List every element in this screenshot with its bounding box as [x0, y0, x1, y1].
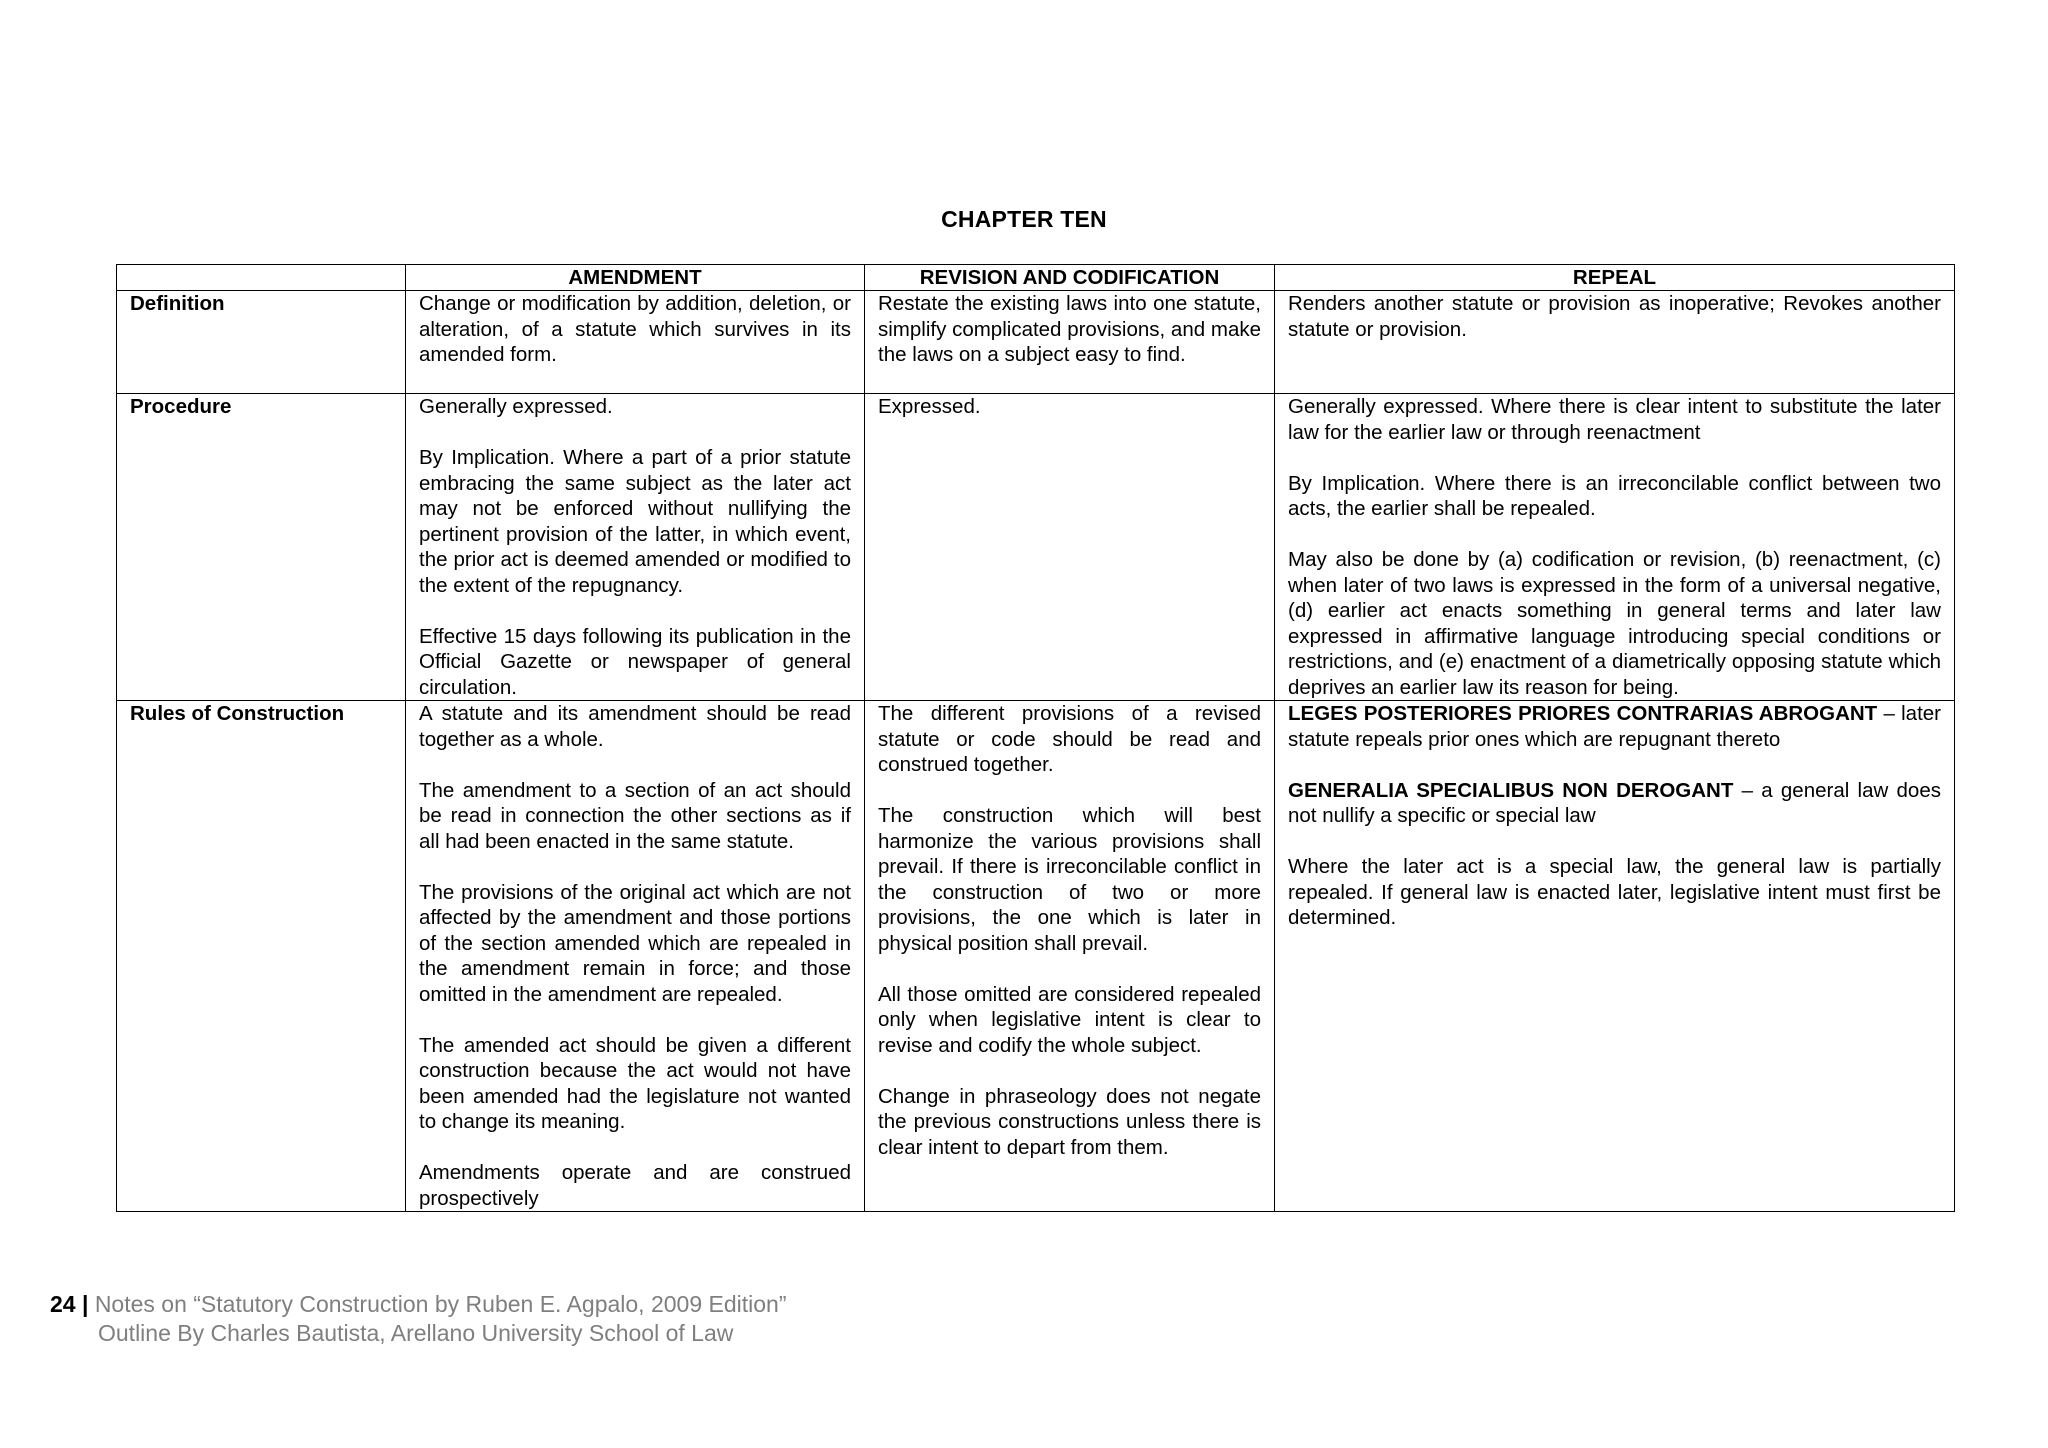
procedure-amendment-p2: By Implication. Where a part of a prior statute embracing the same subject as the later act may not be enforced without nullifying the pertinent provision of the latter, in which event, the prior act is deemed amended or modified to the extent of the repugnancy.: [419, 446, 851, 597]
rules-repeal-p2: [1288, 778, 1941, 829]
rules-revision-p3: All those omitted are considered repealed only when legislative intent is clear to revise and codify the whole subject.: [878, 982, 1261, 1057]
procedure-repeal-cell: [1275, 394, 1955, 701]
rules-revision-p4: Change in phraseology does not negate the previous constructions unless there is clear intent to depart from them.: [878, 1084, 1261, 1159]
rules-amendment-p3: The provisions of the original act which are not affected by the amendment and those portions of the section amended which are repealed in the amendment remain in force; and those omitted in the amendment are repealed.: [419, 880, 851, 1006]
rules-revision-cell: [865, 701, 1275, 1212]
rules-amendment-p2: The amendment to a section of an act should be read in connection the other sections as if all had been enacted in the same statute.: [419, 778, 851, 853]
table-row-rules-of-construction: [117, 701, 1955, 1212]
definition-amendment-cell: [406, 291, 865, 394]
row-label-procedure: Procedure: [117, 394, 406, 701]
row-label-rules-of-construction: Rules of Construction: [117, 701, 406, 1212]
rules-amendment-p4: The amended act should be given a different construction because the act would not have been amended had the legislature not wanted to change its meaning.: [419, 1033, 851, 1133]
definition-amendment-text: Change or modification by addition, deletion, or alteration, of a statute which survives in its amended form.: [419, 292, 851, 366]
maxim-leges-posteriores: LEGES POSTERIORES PRIORES CONTRARIAS ABROGANT: [1288, 702, 1878, 725]
rules-amendment-p5: Amendments operate and are construed prospectively: [419, 1161, 851, 1210]
table-row-definition: [117, 291, 1955, 394]
table-row-procedure: [117, 394, 1955, 701]
procedure-revision-cell: [865, 394, 1275, 701]
page-number: 24 |: [50, 1291, 89, 1317]
header-revision-codification: REVISION AND CODIFICATION: [865, 265, 1275, 291]
procedure-revision-p1: Expressed.: [878, 395, 981, 418]
procedure-repeal-p3: May also be done by (a) codification or revision, (b) reenactment, (c) when later of two laws is expressed in the form of a universal negative, (d) earlier act enacts something in general terms and later law expressed in affirmative language introducing special conditions or restrictions, and (e) enactment of a diametrically opposing statute which deprives an earlier law its reason for being.: [1288, 548, 1941, 699]
header-repeal: REPEAL: [1275, 265, 1955, 291]
comparison-table: [116, 264, 1955, 1212]
definition-revision-text: Restate the existing laws into one statute, simplify complicated provisions, and make the laws on a subject easy to find.: [878, 292, 1261, 366]
maxim-generalia-specialibus-meaning: – a general law does not nullify a specific or special law: [1288, 778, 1941, 827]
header-empty: [117, 265, 406, 291]
footer-line-2: Outline By Charles Bautista, Arellano University School of Law: [98, 1320, 734, 1346]
header-amendment: AMENDMENT: [406, 265, 865, 291]
rules-repeal-cell: [1275, 701, 1955, 1212]
table-header-row: [117, 265, 1955, 291]
procedure-amendment-p3: Effective 15 days following its publication in the Official Gazette or newspaper of general circulation.: [419, 624, 851, 699]
rules-repeal-p3: Where the later act is a special law, the general law is partially repealed. If general law is enacted later, legislative intent must first be determined.: [1288, 855, 1941, 929]
rules-revision-p2: The construction which will best harmonize the various provisions shall prevail. If there is irreconcilable conflict in the construction of two or more provisions, the one which is later in physical position shall prevail.: [878, 804, 1261, 955]
rules-amendment-cell: [406, 701, 865, 1212]
procedure-repeal-p1: Generally expressed. Where there is clear intent to substitute the later law for the earlier law or through reenactment: [1288, 395, 1941, 444]
rules-amendment-p1: A statute and its amendment should be read together as a whole.: [419, 702, 851, 751]
procedure-amendment-cell: [406, 394, 865, 701]
maxim-generalia-specialibus: GENERALIA SPECIALIBUS NON DEROGANT: [1288, 778, 1734, 802]
definition-repeal-text: Renders another statute or provision as inoperative; Revokes another statute or provision.: [1288, 292, 1941, 341]
footer-line-1: Notes on “Statutory Construction by Ruben E. Agpalo, 2009 Edition”: [94, 1291, 787, 1317]
maxim-leges-posteriores-meaning: – later statute repeals prior ones which are repugnant thereto: [1288, 702, 1941, 751]
rules-repeal-p1: [1288, 701, 1941, 752]
procedure-amendment-p1: Generally expressed.: [419, 395, 613, 418]
page-footer: [50, 1290, 787, 1348]
chapter-title: CHAPTER TEN: [941, 206, 1107, 232]
procedure-repeal-p2: By Implication. Where there is an irreconcilable conflict between two acts, the earlier shall be repealed.: [1288, 471, 1941, 520]
definition-revision-cell: [865, 291, 1275, 394]
rules-revision-p1: The different provisions of a revised statute or code should be read and construed together.: [878, 702, 1261, 776]
definition-repeal-cell: [1275, 291, 1955, 394]
row-label-definition: Definition: [117, 291, 406, 394]
